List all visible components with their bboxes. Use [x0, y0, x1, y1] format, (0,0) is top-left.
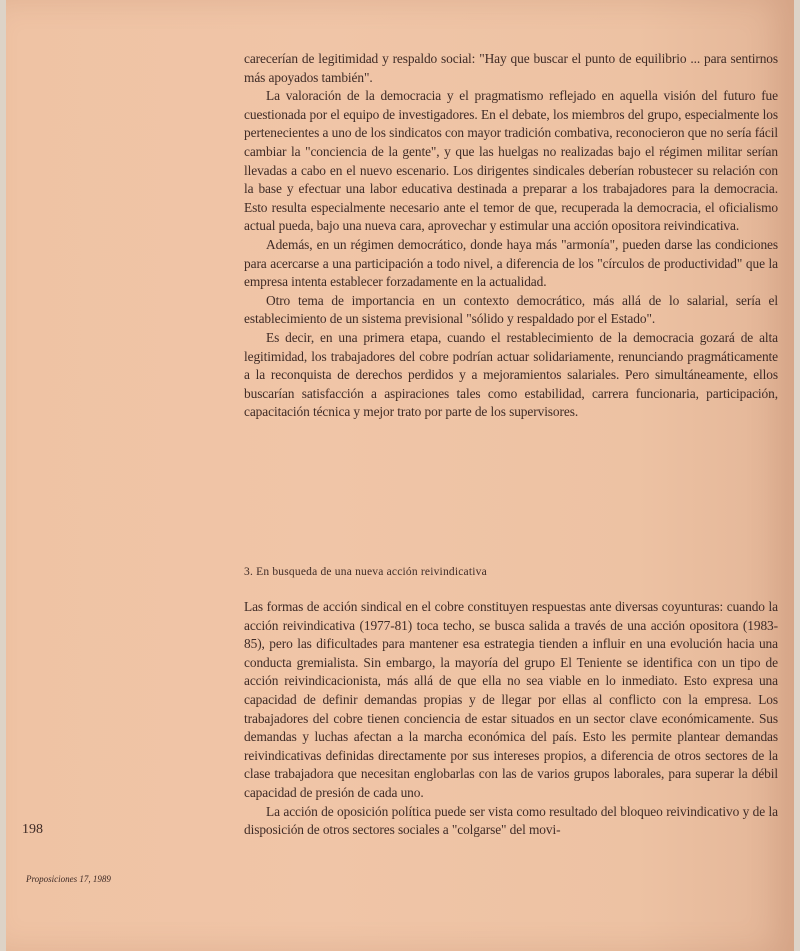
paragraph: La valoración de la democracia y el pragmatismo reflejado en aquella visión del futuro fue cuestionada por el equipo de investigadores. En el debate, los miembros del grupo, especialmente los pertenecientes a uno de los sindicatos con mayor tradición combativa, reconocieron que no sería fácil cambiar la "conciencia de la gente", y que las huelgas no realizadas bajo el régimen militar serían llevadas a cabo en el nuevo escenario. Los dirigentes sindicales deberían robustecer su relación con la base y efectuar una labor educativa destinada a preparar a los trabajadores para la democracia. Esto resulta especialmente necesario ante el temor de que, recuperada la democracia, el oficialismo actual pueda, bajo una nueva cara, aprovechar y estimular una acción opositora reivindicativa.	[244, 88, 778, 234]
paragraph: Además, en un régimen democrático, donde haya más "armonía", pueden darse las condiciones para acercarse a una participación a todo nivel, a diferencia de los "círculos de productividad" que la empresa intenta establecer forzadamente en la actualidad.	[244, 236, 778, 290]
paragraph: Es decir, en una primera etapa, cuando el restablecimiento de la democracia gozará de alta legitimidad, los trabajadores del cobre podrían actuar solidariamente, renunciando pragmáticamente a la reconquista de derechos perdidos y a mejoramientos salariales. Pero simultáneamente, ellos buscarían satisfacción a aspiraciones tales como estabilidad, carrera funcionaria, participación, capacitación técnica y mejor trato por parte de los supervisores.	[244, 329, 778, 420]
page-number: 198	[22, 822, 43, 837]
body-text-bottom	[244, 598, 778, 840]
paragraph: La acción de oposición política puede ser vista como resultado del bloqueo reivindicativo y de la disposición de otros sectores sociales a "colgarse" del movi-	[244, 803, 778, 838]
paragraph: Las formas de acción sindical en el cobre constituyen respuestas ante diversas coyunturas: cuando la acción reivindicativa (1977-81) toca techo, se busca salida a través de una acción opositora (1983-85), pero las dificultades para mantener esa estrategia tienden a influir en una evolución hacia una conducta gremialista. Sin embargo, la mayoría del grupo El Teniente se identifica con un tipo de acción reivindicacionista, más allá de que ella no sea viable en lo inmediato. Esto expresa una capacidad de definir demandas propias y de llegar por ellas al conflicto con la empresa. Los trabajadores del cobre tienen conciencia de estar situados en un sector clave económicamente. Sus demandas y luchas afectan a la marcha económica del país. Esto les permite plantear demandas reivindicativas definidas directamente por sus intereses propios, a diferencia de otros sectores de la clase trabajadora que necesitan englobarlas con las de varios grupos laborales, para superar la débil capacidad de presión de cada uno.	[244, 599, 778, 800]
paragraph: Otro tema de importancia en un contexto democrático, más allá de lo salarial, sería el establecimiento de un sistema previsional "sólido y respaldado por el Estado".	[244, 292, 778, 327]
footer-source: Proposiciones 17, 1989	[26, 874, 111, 884]
paragraph: carecerían de legitimidad y respaldo social: "Hay que buscar el punto de equilibrio ... para sentirnos más apoyados también".	[244, 51, 778, 85]
section-heading: 3. En busqueda de una nueva acción reivindicativa	[244, 566, 487, 578]
body-text-top	[244, 50, 778, 422]
